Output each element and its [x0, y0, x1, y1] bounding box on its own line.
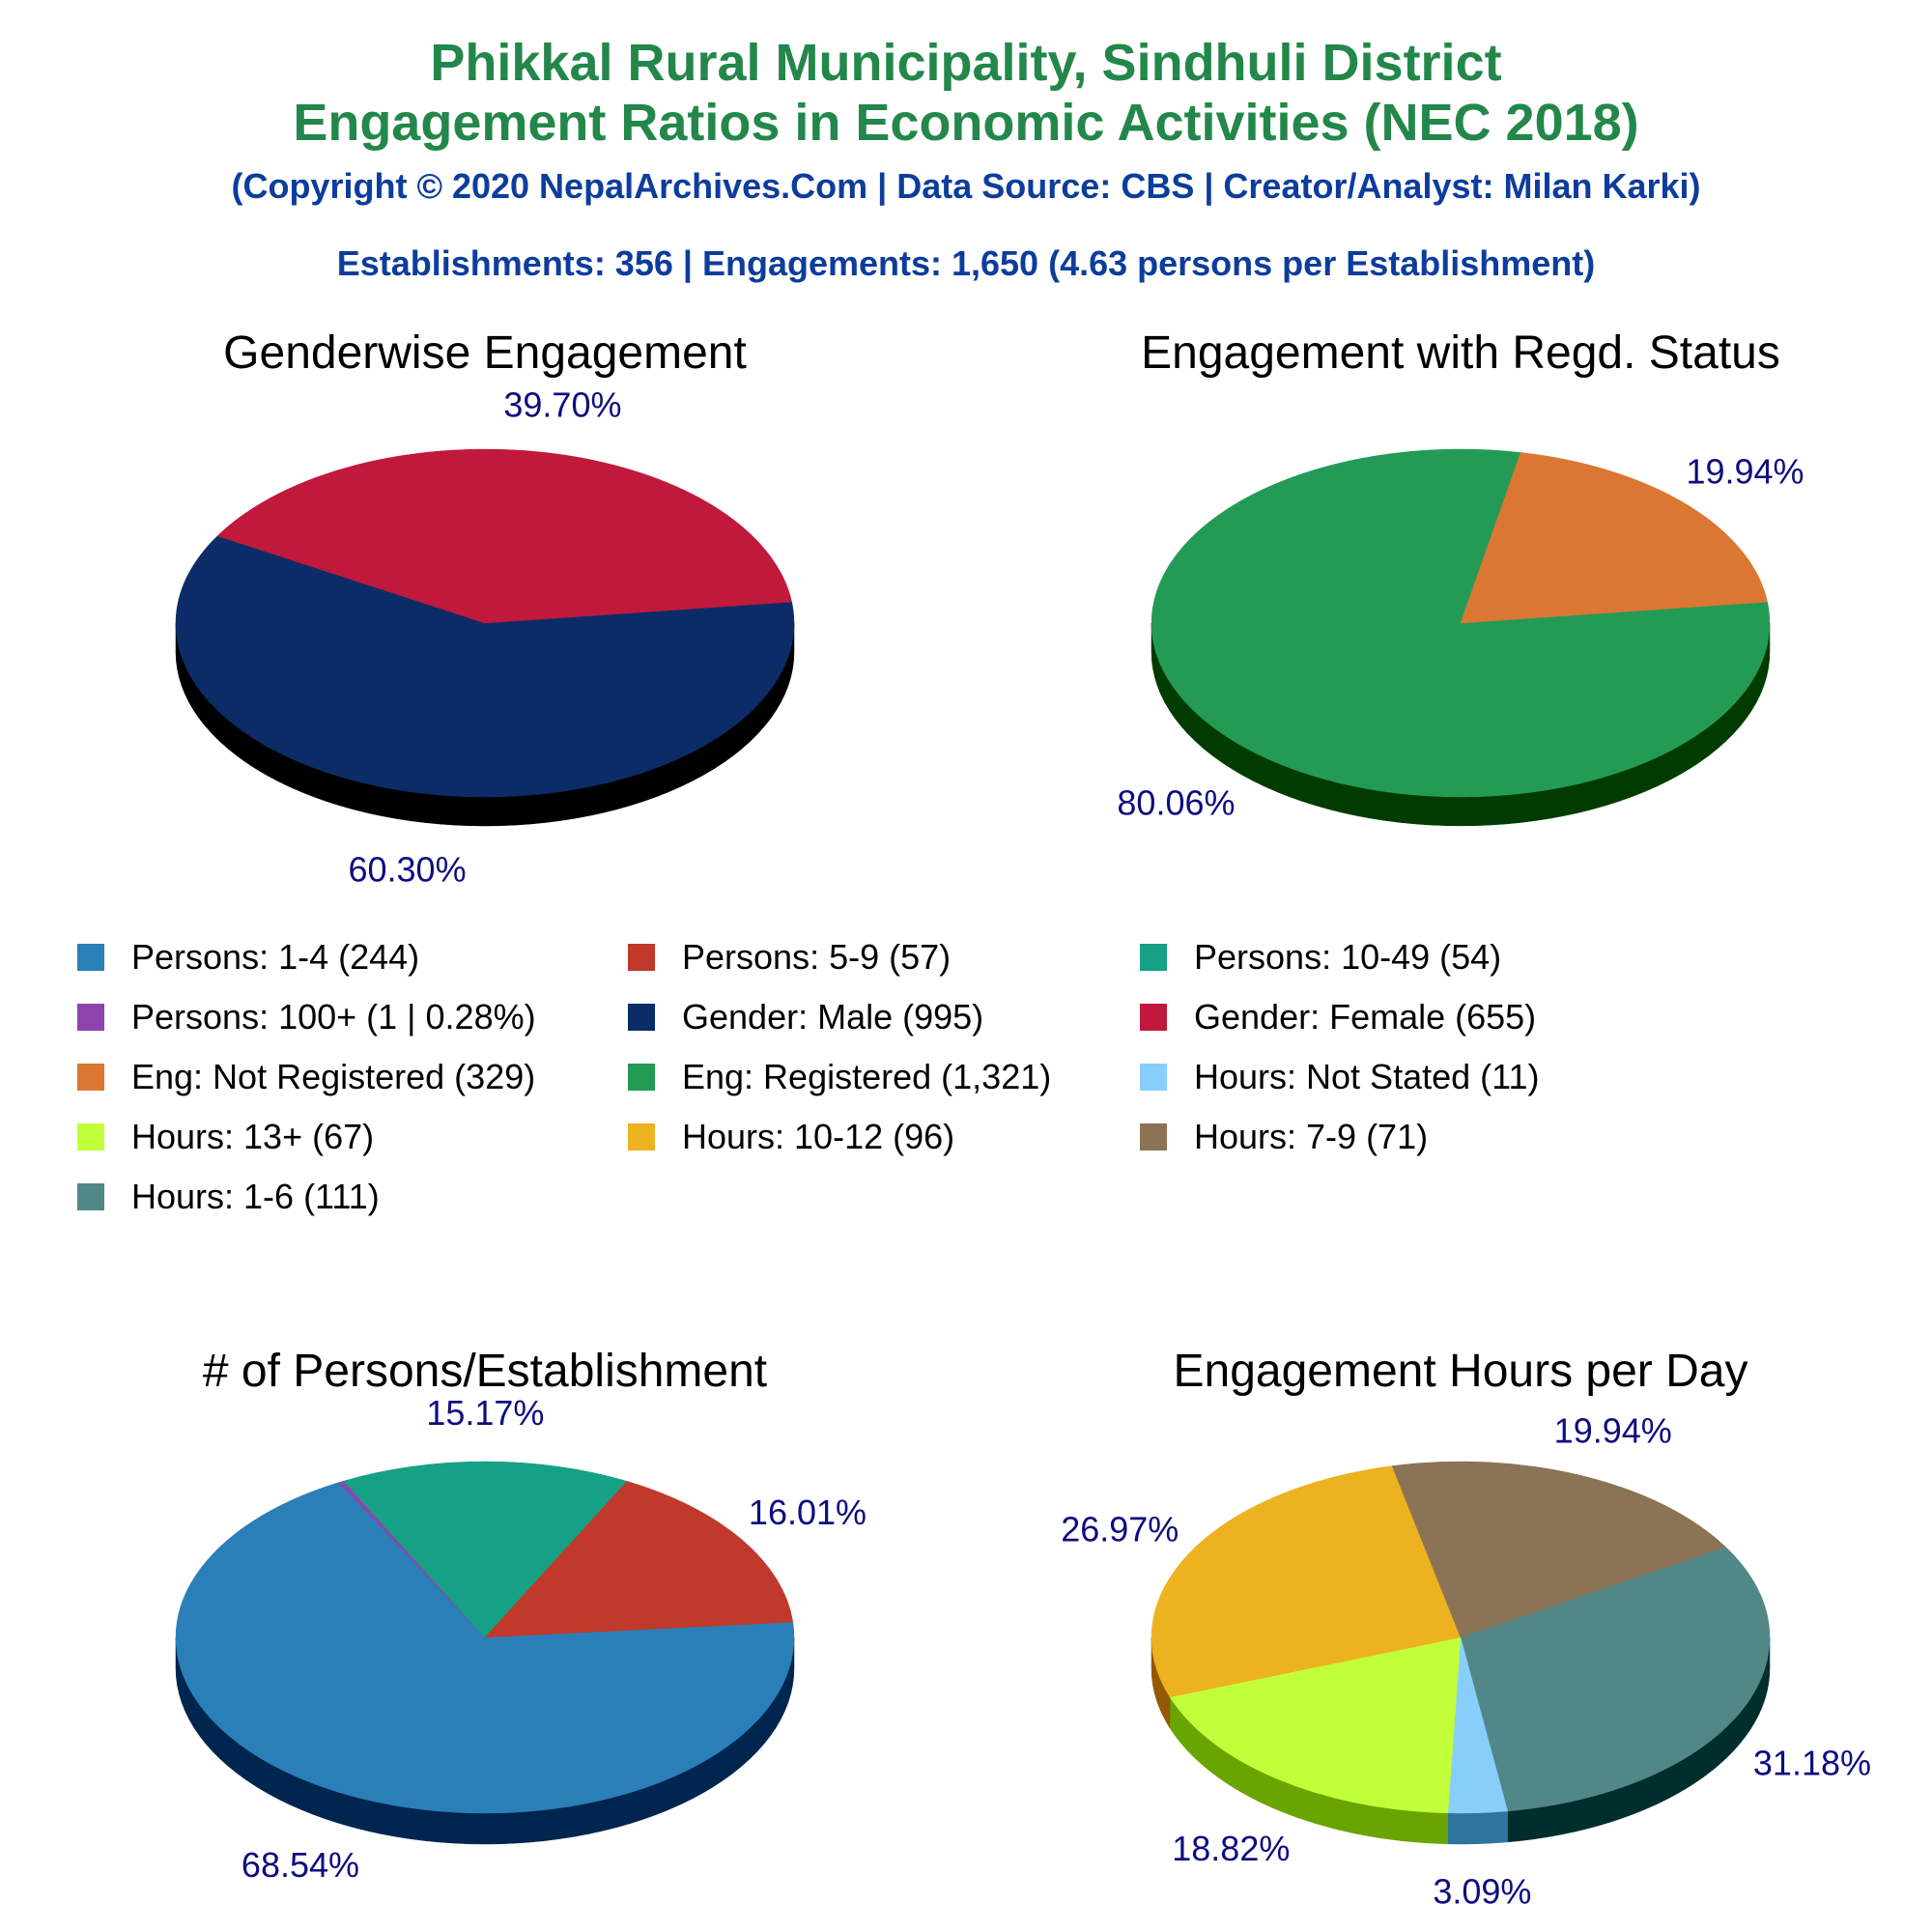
pie-pct-label: 15.17% — [426, 1393, 545, 1434]
pie-pct-label: 19.94% — [1686, 451, 1804, 492]
legend-label: Eng: Not Registered (329) — [131, 1057, 536, 1096]
legend-swatch — [77, 1123, 104, 1151]
pie-3 — [176, 1346, 867, 1885]
pie-pct-label: 19.94% — [1553, 1410, 1672, 1451]
legend-label: Hours: 7-9 (71) — [1194, 1117, 1429, 1156]
chart-title: Phikkal Rural Municipality, Sindhuli District — [430, 34, 1502, 92]
legend-label: Hours: Not Stated (11) — [1194, 1057, 1540, 1096]
pie-4 — [1061, 1346, 1871, 1912]
pie-pct-label: 16.01% — [748, 1492, 867, 1532]
chart-title-line2: Engagement Ratios in Economic Activities (NEC 2018) — [293, 94, 1639, 152]
legend-swatch — [77, 1064, 104, 1091]
legend-swatch — [77, 1004, 104, 1031]
legend-swatch — [77, 944, 104, 971]
pie-pct-label: 39.70% — [503, 384, 622, 425]
pie-pct-label: 80.06% — [1117, 782, 1236, 823]
pie-pct-label: 26.97% — [1061, 1509, 1179, 1549]
copyright-subtitle: (Copyright © 2020 NepalArchives.Com | Data Source: CBS | Creator/Analyst: Milan Karki) — [231, 166, 1701, 206]
legend-label: Persons: 100+ (1 | 0.28%) — [131, 997, 536, 1037]
legend-swatch — [628, 1123, 655, 1151]
legend-label: Gender: Male (995) — [682, 997, 984, 1037]
pie-title: Genderwise Engagement — [223, 327, 747, 379]
pie-pct-label: 18.82% — [1172, 1829, 1291, 1869]
pie-1 — [176, 327, 794, 889]
pie-title: Engagement Hours per Day — [1173, 1346, 1748, 1397]
legend-swatch — [628, 1064, 655, 1091]
legend-label: Persons: 10-49 (54) — [1194, 937, 1502, 977]
legend-swatch — [1140, 1004, 1167, 1031]
legend-label: Hours: 1-6 (111) — [131, 1177, 380, 1216]
legend-swatch — [1140, 944, 1167, 971]
legend-label: Persons: 5-9 (57) — [682, 937, 952, 977]
legend-swatch — [1140, 1064, 1167, 1091]
legend-label: Hours: 10-12 (96) — [682, 1117, 955, 1156]
legend-swatch — [77, 1183, 104, 1210]
legend-label: Gender: Female (655) — [1194, 997, 1537, 1037]
legend-swatch — [1140, 1123, 1167, 1151]
legend-label: Eng: Registered (1,321) — [682, 1057, 1052, 1096]
pie-pct-label: 68.54% — [241, 1845, 360, 1886]
legend-label: Persons: 1-4 (244) — [131, 937, 420, 977]
summary-line: Establishments: 356 | Engagements: 1,650 (4.63 persons per Establishment) — [336, 243, 1596, 283]
legend-swatch — [628, 944, 655, 971]
legend-swatch — [628, 1004, 655, 1031]
pie-pct-label: 31.18% — [1752, 1743, 1872, 1783]
pie-2 — [1117, 327, 1804, 826]
pie-pct-label: 3.09% — [1433, 1871, 1532, 1912]
pie-title: Engagement with Regd. Status — [1141, 327, 1780, 379]
legend-label: Hours: 13+ (67) — [131, 1117, 375, 1156]
pie-side-hours-not-stated — [1448, 1811, 1508, 1844]
pie-title: # of Persons/Establishment — [202, 1346, 768, 1397]
pie-pct-label: 60.30% — [348, 849, 467, 890]
